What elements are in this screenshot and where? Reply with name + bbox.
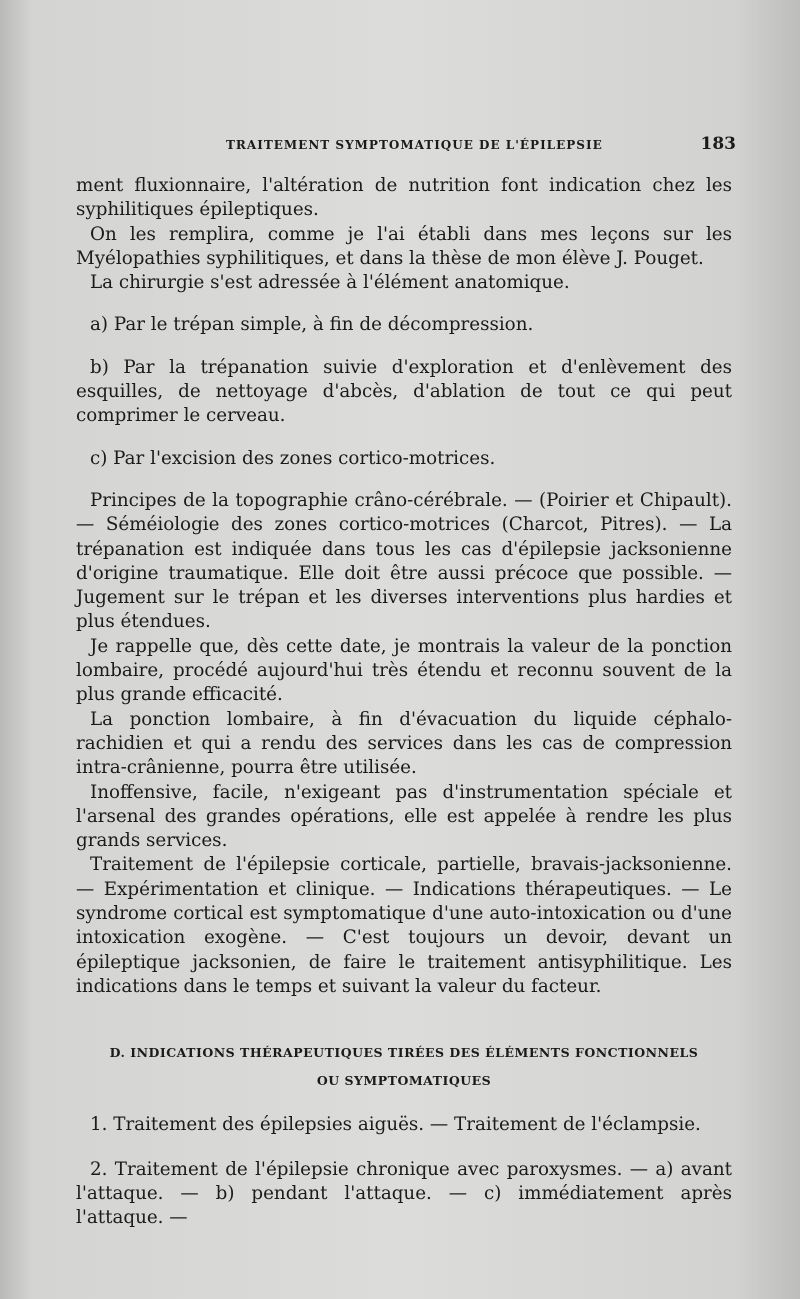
paragraph: Je rappelle que, dès cette date, je montrais la valeur de la ponction lombaire, procédé aujourd'hui très étendu et reconnu souvent de la plus grande efficacité. <box>76 635 732 706</box>
list-item-a: a) Par le trépan simple, à fin de décompression. <box>90 314 534 336</box>
paragraph: Inoffensive, facile, n'exigeant pas d'instrumentation spéciale et l'arsenal des grandes opérations, elle est appelée à rendre les plus grands services. <box>76 781 732 852</box>
paragraph: Principes de la topographie crâno-cérébrale. — (Poirier et Chipault). — Séméiologie des zones cortico-motrices (Charcot, Pitres). — La trépanation est indiquée dans tous les cas d'épilepsie jacksonienne d'origine traumatique. Elle doit être aussi précoce que possible. — Jugement sur le trépan et les diverses interventions plus hardies et plus étendues. <box>76 489 732 633</box>
section-heading <box>76 1039 732 1095</box>
running-title: TRAITEMENT SYMPTOMATIQUE DE L'ÉPILEPSIE <box>226 138 603 152</box>
section-heading-line1: D. INDICATIONS THÉRAPEUTIQUES TIRÉES DES ÉLÉMENTS FONCTIONNELS <box>109 1045 699 1061</box>
paragraph: Traitement de l'épilepsie corticale, partielle, bravais-jacksonienne. — Expérimentation et clinique. — Indications thérapeutiques. — Le syndrome cortical est symptomatique d'une auto-intoxication ou d'une intoxication exogène. — C'est toujours un devoir, devant un épileptique jacksonien, de faire le traitement antisyphilitique. Les indications dans le temps et suivant la valeur du facteur. <box>76 854 732 997</box>
page-body <box>76 174 732 1230</box>
numbered-item: 1. Traitement des épilepsies aiguës. — Traitement de l'éclampsie. <box>90 1114 701 1136</box>
list-item-c: c) Par l'excision des zones cortico-motrices. <box>90 447 496 469</box>
paragraph: On les remplira, comme je l'ai établi dans mes leçons sur les Myélopathies syphilitiques, et dans la thèse de mon élève J. Pouget. <box>76 223 732 269</box>
paragraph: La chirurgie s'est adressée à l'élément anatomique. <box>90 272 570 294</box>
section-heading-line2: OU SYMPTOMATIQUES <box>316 1073 492 1089</box>
paragraph: ment fluxionnaire, l'altération de nutrition font indication chez les syphilitiques épileptiques. <box>76 175 732 221</box>
numbered-item: 2. Traitement de l'épilepsie chronique avec paroxysmes. — a) avant l'attaque. — b) pendant l'attaque. — c) immédiatement après l'attaque. — <box>76 1158 732 1229</box>
list-item-b: b) Par la trépanation suivie d'exploration et d'enlèvement des esquilles, de nettoyage d'abcès, d'ablation de tout ce qui peut comprimer le cerveau. <box>76 356 732 427</box>
page-number: 183 <box>700 134 736 154</box>
paragraph: La ponction lombaire, à fin d'évacuation du liquide céphalo-rachidien et qui a rendu des services dans les cas de compression intra-crânienne, pourra être utilisée. <box>76 708 732 779</box>
